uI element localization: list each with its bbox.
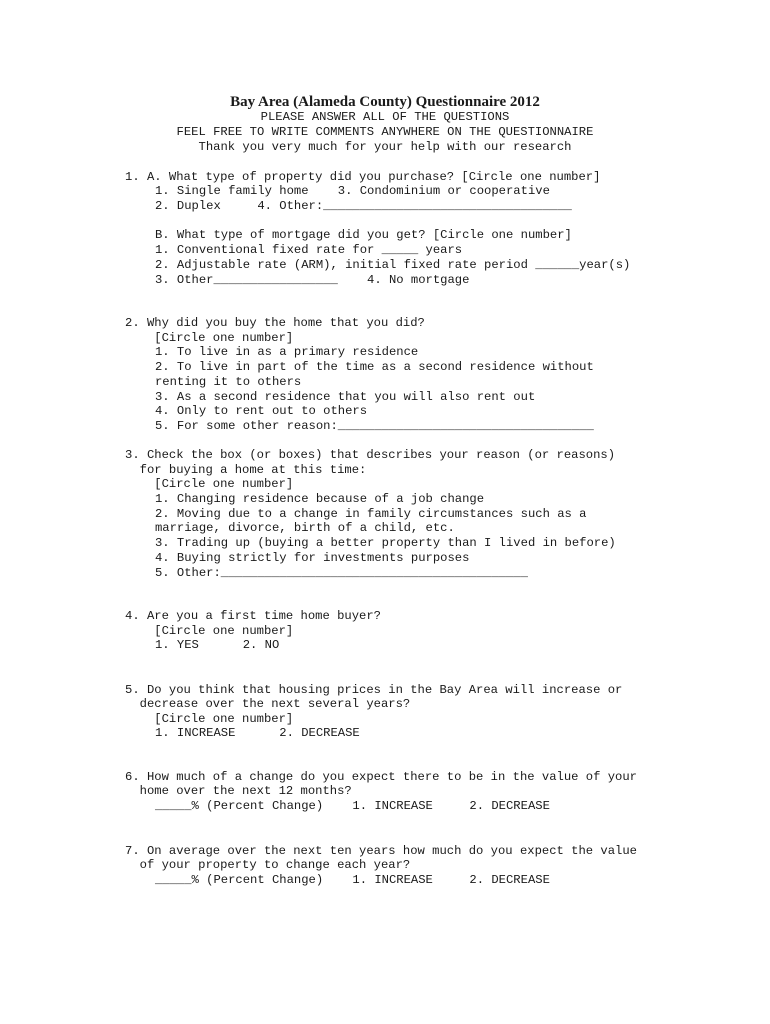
question-2-option: 4. Only to rent out to others <box>133 404 368 418</box>
instruction-line: PLEASE ANSWER ALL OF THE QUESTIONS <box>260 110 510 124</box>
question-1b-option: 1. Conventional fixed rate for _____ years <box>133 243 463 257</box>
question-1b-prompt: B. What type of mortgage did you get? [Circle one number] <box>133 228 572 242</box>
question-3-option: 3. Trading up (buying a better property than I lived in before) <box>133 536 616 550</box>
question-1a-option: 1. Single family home 3. Condominium or cooperative <box>133 184 550 198</box>
question-5-prompt: 5. Do you think that housing prices in the Bay Area will increase or <box>125 683 623 697</box>
question-1a-prompt: 1. A. What type of property did you purchase? [Circle one number] <box>125 170 601 184</box>
question-3-prompt: for buying a home at this time: <box>125 463 367 477</box>
question-2-option: 3. As a second residence that you will also rent out <box>133 390 536 404</box>
question-1b-option: 3. Other_________________ 4. No mortgage <box>133 273 470 287</box>
instruction-line: FEEL FREE TO WRITE COMMENTS ANYWHERE ON THE QUESTIONNAIRE <box>176 125 594 139</box>
question-3-option: 4. Buying strictly for investments purposes <box>133 551 470 565</box>
question-2-option: 5. For some other reason:___________________________________ <box>133 419 594 433</box>
question-5-prompt: decrease over the next several years? <box>125 697 411 711</box>
question-7-options: _____% (Percent Change) 1. INCREASE 2. DECREASE <box>133 873 550 887</box>
question-4-options: 1. YES 2. NO <box>133 638 280 652</box>
question-1a-option: 2. Duplex 4. Other:__________________________________ <box>133 199 572 213</box>
question-3-option: 5. Other:__________________________________________ <box>133 566 528 580</box>
question-3-instruction: [Circle one number] <box>125 477 294 491</box>
question-2-option: renting it to others <box>133 375 302 389</box>
question-5-instruction: [Circle one number] <box>125 712 294 726</box>
question-4-instruction: [Circle one number] <box>125 624 294 638</box>
question-1b-option: 2. Adjustable rate (ARM), initial fixed rate period ______year(s) <box>133 258 631 272</box>
question-6-options: _____% (Percent Change) 1. INCREASE 2. DECREASE <box>133 799 550 813</box>
question-6-prompt: 6. How much of a change do you expect there to be in the value of your <box>125 770 637 784</box>
question-2-option: 2. To live in part of the time as a second residence without <box>133 360 594 374</box>
question-7-prompt: of your property to change each year? <box>125 858 411 872</box>
thank-you-line: Thank you very much for your help with our research <box>198 140 572 154</box>
document-title: Bay Area (Alameda County) Questionnaire 2012 <box>230 94 540 110</box>
question-3-option: marriage, divorce, birth of a child, etc. <box>133 521 455 535</box>
question-5-options: 1. INCREASE 2. DECREASE <box>133 726 360 740</box>
question-3-option: 2. Moving due to a change in family circumstances such as a <box>133 507 587 521</box>
question-3-option: 1. Changing residence because of a job change <box>133 492 485 506</box>
question-2-prompt: 2. Why did you buy the home that you did? <box>125 316 425 330</box>
question-4-prompt: 4. Are you a first time home buyer? <box>125 609 381 623</box>
question-6-prompt: home over the next 12 months? <box>125 784 352 798</box>
question-3-prompt: 3. Check the box (or boxes) that describes your reason (or reasons) <box>125 448 616 462</box>
question-7-prompt: 7. On average over the next ten years how much do you expect the value <box>125 844 637 858</box>
question-2-instruction: [Circle one number] <box>125 331 294 345</box>
question-2-option: 1. To live in as a primary residence <box>133 345 419 359</box>
